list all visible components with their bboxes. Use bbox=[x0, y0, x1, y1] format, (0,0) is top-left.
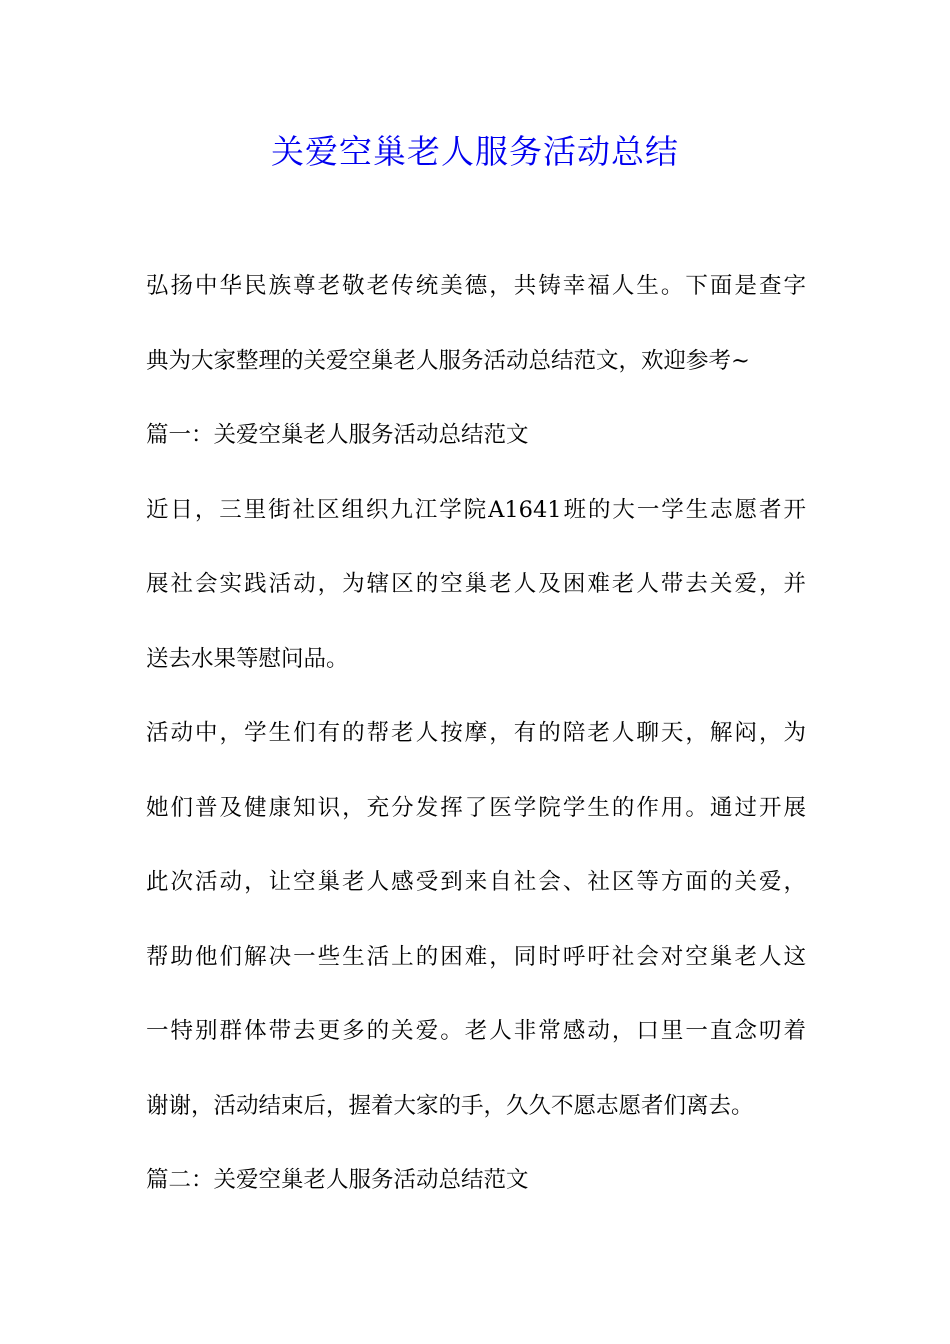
text-line: 典为大家整理的关爱空巢老人服务活动总结范文，欢迎参考~ bbox=[146, 347, 750, 374]
text-line: 弘扬中华民族尊老敬老传统美德，共铸幸福人生。下面是查字 bbox=[146, 273, 806, 299]
text-line: 她们普及健康知识，充分发挥了医学院学生的作用。通过开展 bbox=[146, 794, 806, 821]
text-line: 一特别群体带去更多的关爱。老人非常感动，口里一直念叨着 bbox=[146, 1018, 806, 1044]
text-line: 帮助他们解决一些生活上的困难，同时呼吁社会对空巢老人这 bbox=[146, 943, 806, 970]
section-heading: 篇二：关爱空巢老人服务活动总结范文 bbox=[146, 1167, 529, 1193]
document-body bbox=[146, 262, 806, 1231]
text-line: 近日，三里街社区组织九江学院A1641班的大一学生志愿者开 bbox=[146, 496, 806, 523]
text-line: 谢谢，活动结束后，握着大家的手，久久不愿志愿者们离去。 bbox=[146, 1092, 754, 1119]
text-line: 活动中，学生们有的帮老人按摩，有的陪老人聊天，解闷，为 bbox=[146, 720, 806, 746]
section-heading: 篇一：关爱空巢老人服务活动总结范文 bbox=[146, 422, 529, 448]
text-line: 此次活动，让空巢老人感受到来自社会、社区等方面的关爱， bbox=[146, 869, 806, 895]
text-line: 送去水果等慰问品。 bbox=[146, 645, 349, 672]
document-title: 关爱空巢老人服务活动总结 bbox=[271, 132, 679, 171]
text-line: 展社会实践活动，为辖区的空巢老人及困难老人带去关爱，并 bbox=[146, 571, 806, 597]
